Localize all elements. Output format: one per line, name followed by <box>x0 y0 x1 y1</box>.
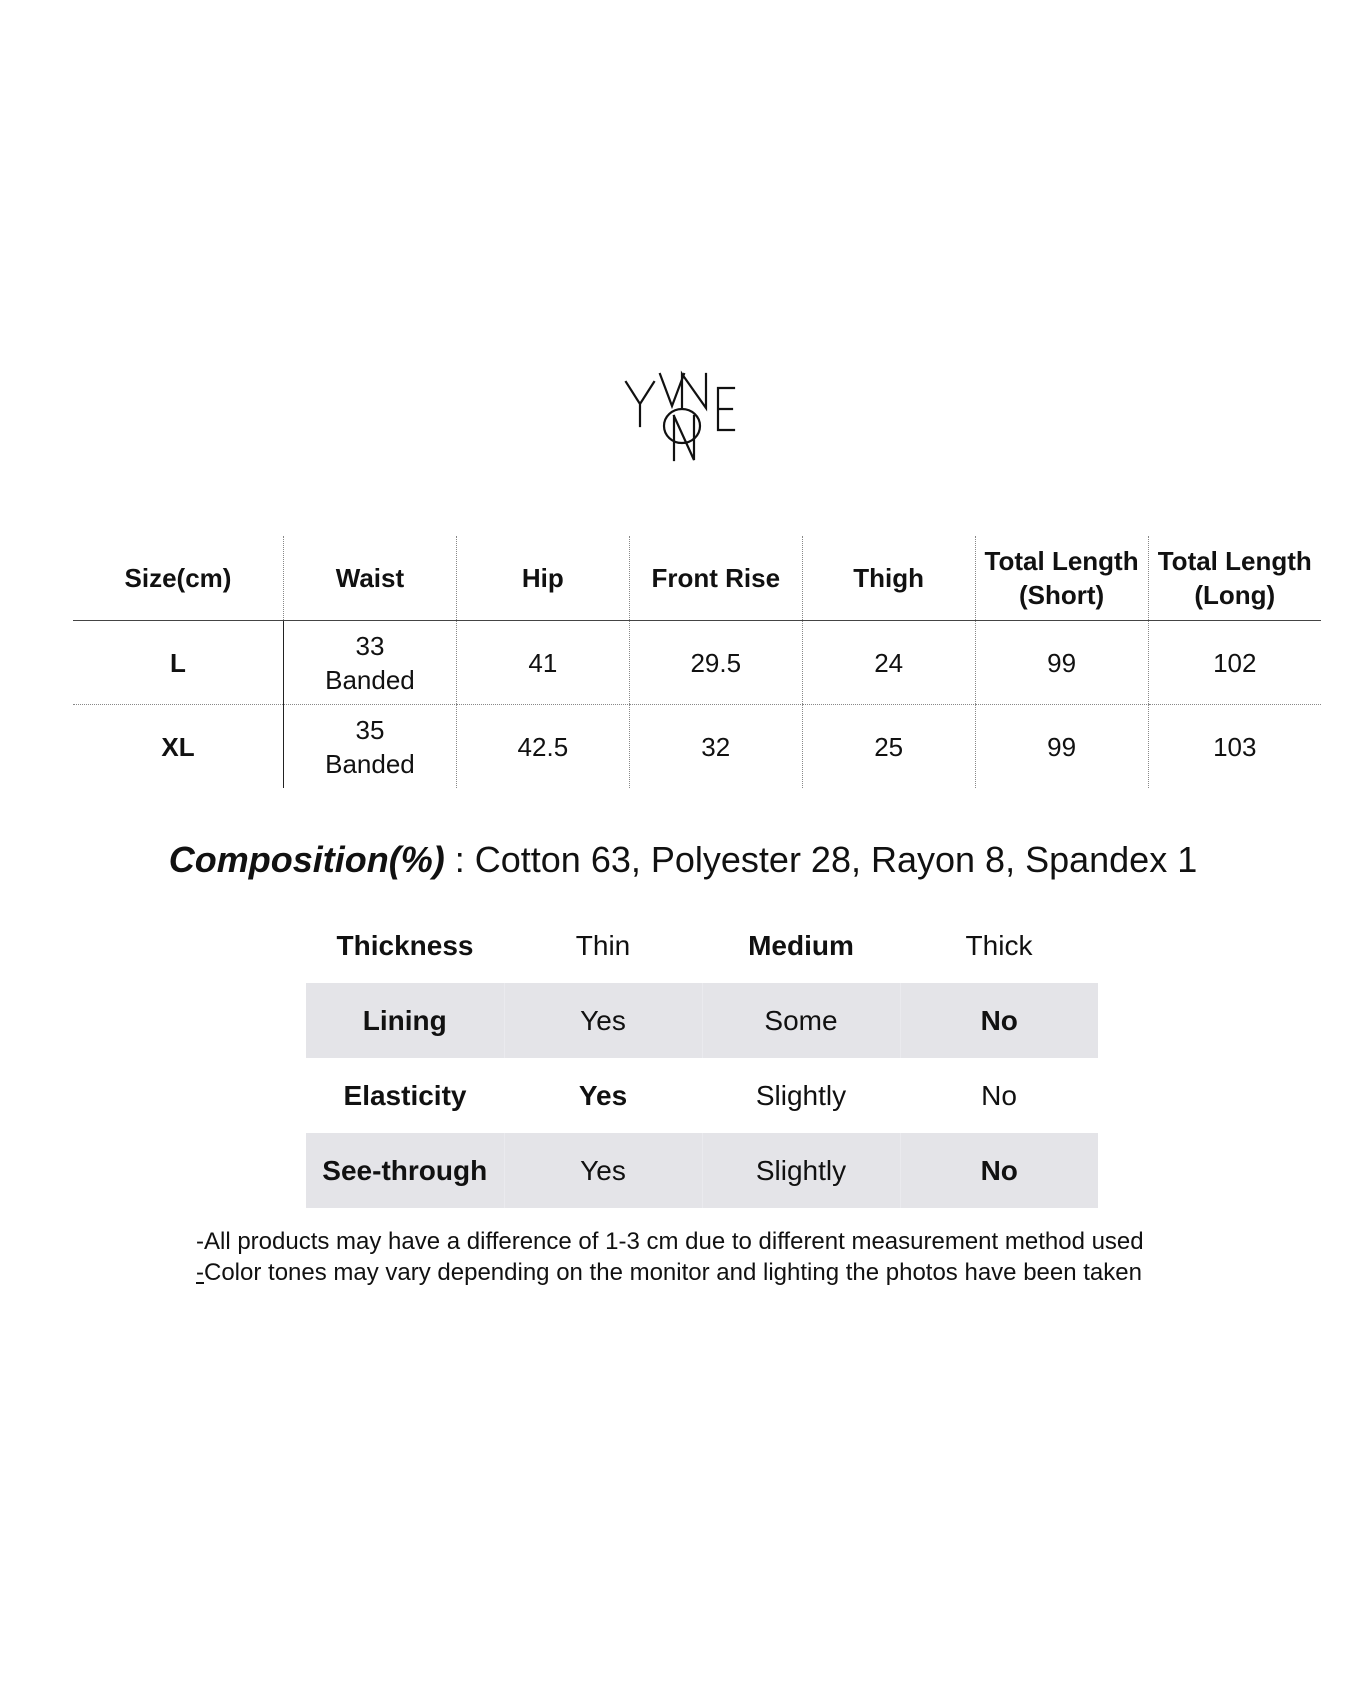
header-total-length-short: Total Length (Short) <box>975 536 1148 621</box>
length-short-value: 99 <box>975 621 1148 705</box>
header-front-rise: Front Rise <box>629 536 802 621</box>
property-row-see-through <box>306 1133 1098 1208</box>
note-color <box>196 1257 1196 1288</box>
property-row-elasticity <box>306 1058 1098 1133</box>
thigh-value: 25 <box>802 705 975 789</box>
size-label: L <box>73 621 284 705</box>
notes <box>196 1226 1196 1288</box>
note-dash: - <box>196 1259 204 1286</box>
property-option: No <box>900 1133 1098 1208</box>
composition-value: Cotton 63, Polyester 28, Rayon 8, Spandex 1 <box>474 839 1198 880</box>
property-option: Thick <box>965 929 1033 961</box>
header-hip: Hip <box>456 536 629 621</box>
property-option: Yes <box>578 1079 628 1111</box>
property-option: Yes <box>504 983 702 1058</box>
note-measurement: -All products may have a difference of 1-3 cm due to different measurement method used <box>196 1228 1144 1255</box>
property-option: Medium <box>748 929 854 961</box>
size-table <box>73 536 1321 788</box>
length-short-value: 99 <box>975 705 1148 789</box>
property-option: Slightly <box>702 1133 900 1208</box>
property-option: Slightly <box>755 1079 847 1111</box>
front-rise-value: 32 <box>629 705 802 789</box>
waist-value: 35 Banded <box>284 705 457 789</box>
table-row <box>73 705 1321 789</box>
header-size: Size(cm) <box>73 536 284 621</box>
property-option: Yes <box>504 1133 702 1208</box>
property-option: Some <box>702 983 900 1058</box>
property-name: Lining <box>306 983 504 1058</box>
size-table-header-row <box>73 536 1321 621</box>
composition-separator: : <box>444 839 475 880</box>
table-row <box>73 621 1321 705</box>
header-waist: Waist <box>284 536 457 621</box>
hip-value: 41 <box>456 621 629 705</box>
property-option: No <box>981 1079 1017 1111</box>
property-option: Thin <box>575 929 631 961</box>
property-name: Elasticity <box>343 1079 467 1111</box>
composition-label: Composition(%) <box>168 839 445 880</box>
hip-value: 42.5 <box>456 705 629 789</box>
property-name: See-through <box>306 1133 504 1208</box>
length-long-value: 103 <box>1148 705 1321 789</box>
composition-line <box>0 838 1366 882</box>
note-color-text: Color tones may vary depending on the monitor and lighting the photos have been taken <box>204 1259 1142 1286</box>
header-thigh: Thigh <box>802 536 975 621</box>
properties-table <box>306 908 1098 1208</box>
brand-logo <box>620 368 770 468</box>
property-row-thickness <box>306 908 1098 983</box>
length-long-value: 102 <box>1148 621 1321 705</box>
size-label: XL <box>161 731 195 762</box>
front-rise-value: 29.5 <box>629 621 802 705</box>
header-total-length-long: Total Length (Long) <box>1148 536 1321 621</box>
waist-value: 33 Banded <box>284 621 457 705</box>
thigh-value: 24 <box>802 621 975 705</box>
property-row-lining <box>306 983 1098 1058</box>
property-option: No <box>900 983 1098 1058</box>
property-name: Thickness <box>336 929 474 961</box>
